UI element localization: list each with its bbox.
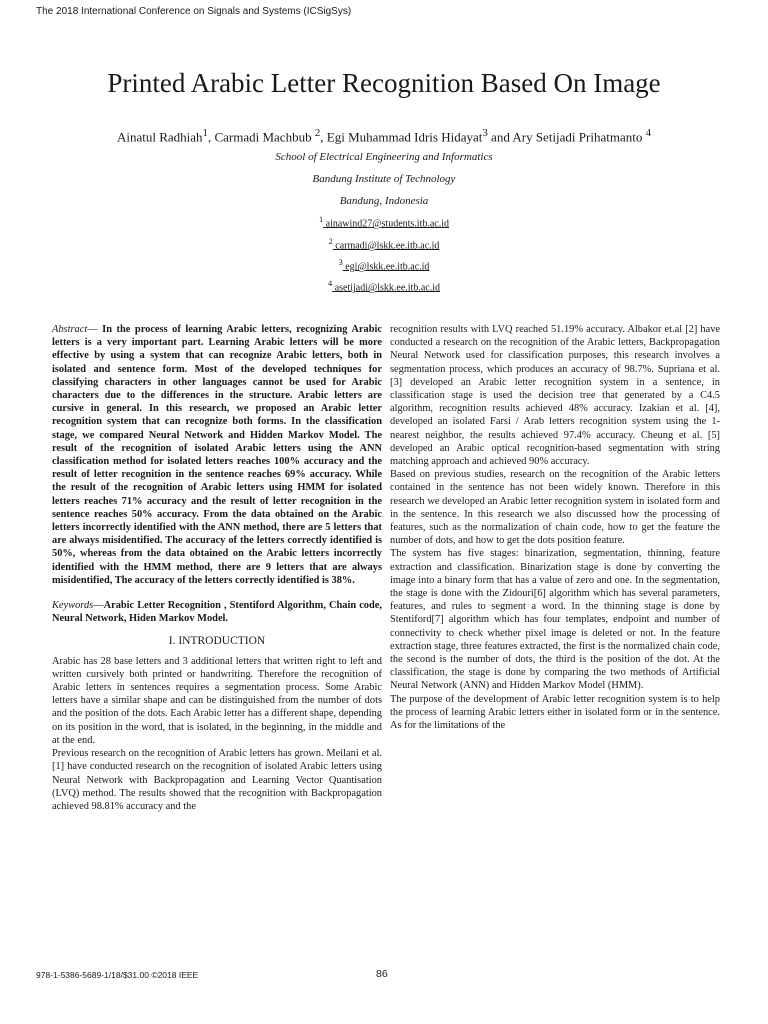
- author-name: Ainatul Radhiah: [116, 129, 203, 145]
- email-index: 2: [328, 237, 333, 246]
- email-line: [0, 215, 768, 229]
- author-superscript: 2: [314, 127, 321, 139]
- right-column: [390, 323, 720, 732]
- author-name: Carmadi Machbub: [214, 129, 315, 145]
- author-separator: ,: [320, 129, 327, 145]
- affiliation-institute: Bandung Institute of Technology: [312, 173, 456, 185]
- email-line: [0, 258, 768, 272]
- email-line: [0, 237, 768, 251]
- affiliation-city: Bandung, Indonesia: [339, 195, 429, 207]
- paper-title: Printed Arabic Letter Recognition Based On Image: [107, 68, 661, 98]
- abstract-label: Abstract: [52, 324, 88, 335]
- conference-header: The 2018 International Conference on Signals and Systems (ICSigSys): [36, 6, 352, 17]
- email-index: 4: [328, 279, 333, 288]
- keywords: [52, 599, 382, 625]
- author-superscript: 1: [202, 127, 208, 139]
- keywords-label: Keywords: [52, 600, 94, 612]
- keywords-dash: —: [93, 600, 104, 612]
- email-address[interactable]: asetijadi@lskk.ee.itb.ac.id: [332, 282, 440, 294]
- abstract-text: In the process of learning Arabic letters, recognizing Arabic letters is a very important part. Learning Arabic letters will be more effective by using a system that can recognize Arabic letters, both in isolated and sentence form. Most of the developed techniques for classifying characters in other languages cannot be used for Arabic characters due to the differences in the structure. Arabic letters are cursive in general. In this research, we proposed an Arabic letter recognition system that can recognize both forms. In the classification stage, we compared Neural Network and Hidden Markov Model. The result of the recognition of isolated Arabic letters using the ANN classification method for isolated letters reaches 100% accuracy and the result of letter recognition in the sentence reaches 69% accuracy. While the result of the recognition of Arabic letters using HMM for isolated letters reaches 71% accuracy and the result of letter recognition in the sentence reaches 50% accuracy. From the data obtained on the Arabic letters incorrectly identified with the ANN method, there are 5 letters that are always misidentified. The accuracy of the letters correctly identified is 50%, whereas from the data obtained on the Arabic letters incorrectly identified with the HMM method, there are 9 letters that are always misidentified, The accuracy of the letters correctly identified is 38%.: [52, 324, 382, 586]
- body-paragraph: The purpose of the development of Arabic letter recognition system is to help the process of learning Arabic letters either in isolated form or in the sentence. As for the limitations of the: [390, 693, 720, 732]
- author-list: [0, 127, 768, 145]
- body-paragraph: The system has five stages: binarization, segmentation, thinning, feature extraction and classification. Binarization stage is done by converting the image into a binary form that has a value of zero and one. In the segmentation, the stage is done with the Zidouri[6] algorithm which has several parameters, features, and rules to segment a word. In the thinning stage is done by Stentiford[7] algorithm which has four templates, endpoint and number of connectivity to check whether pixel image is deleted or not. In the feature extraction stage, three features extracted, the first is the normalized chain code, the second is the number of dots, the third is the position of the dot. At the classification, the stage is done by comparing the two methods of Artificial Neural Network (ANN) and Hidden Markov Model (HMM).: [390, 548, 720, 692]
- email-index: 3: [338, 258, 343, 267]
- intro-paragraph: Arabic has 28 base letters and 3 additional letters that written right to left and written cursively both printed or handwriting. Therefore the recognition of Arabic letters in sentences requires a segmentation process. Some Arabic letters have a similar shape and can be distinguished from the number of dots and the position of the dots. Each Arabic letter has a different shape, depending on its position in the word, that is isolated, in the beginning, in the middle and at the end.: [52, 655, 382, 746]
- email-line: [0, 279, 768, 293]
- intro-paragraph: Previous research on the recognition of Arabic letters has grown. Meilani et al.[1] have conducted research on the recognition of isolated Arabic letters using Neural Network with Backpropagation and Learning Vector Quantisation (LVQ) method. The results showed that the recognition with Backpropagation achieved 98.81% accuracy and the: [52, 748, 382, 812]
- keywords-text: Arabic Letter Recognition , Stentiford Algorithm, Chain code, Neural Network, Hiden Markov Model.: [52, 600, 382, 625]
- author-superscript: 4: [645, 127, 652, 139]
- author-name: Ary Setijadi Prihatmanto: [512, 129, 646, 145]
- section-heading: I. INTRODUCTION: [168, 635, 266, 648]
- body-paragraph: Based on previous studies, research on the recognition of the Arabic letters contained in the sentence has not been widely known. Therefore in this research we developed an Arabic letter recognition system in isolated form and in the sentence. In this research we also discussed how the processing of features, such as the normalization of chain code, how to get the feature the number of dots, and how to get the dots position feature.: [390, 469, 720, 547]
- footer-isbn: 978-1-5386-5689-1/18/$31.00 ©2018 IEEE: [36, 970, 199, 980]
- author-superscript: 3: [482, 127, 488, 139]
- abstract-dash: —: [87, 324, 103, 335]
- email-address[interactable]: egi@lskk.ee.itb.ac.id: [342, 261, 430, 273]
- author-name: Egi Muhammad Idris Hidayat: [326, 129, 483, 145]
- email-address[interactable]: carmadi@lskk.ee.itb.ac.id: [332, 240, 440, 252]
- left-column: [52, 323, 382, 813]
- email-address[interactable]: ainawind27@students.itb.ac.id: [323, 218, 450, 230]
- email-index: 1: [318, 215, 324, 224]
- author-separator: ,: [207, 129, 215, 145]
- body-paragraph: recognition results with LVQ reached 51.19% accuracy. Albakor et.al [2] have conducted a research on the recognition of the Arabic letters, Backpropagation Neural Network used for classification purposes, this research involves a segmentation process, which produces an accuracy of 98.7%. Supriana et al. [3] developed an Arabic letter recognition system in a sentence, in classification stage is used the decision tree that generated by a C4.5 algorithm, recognition results achieved 48% accuracy. Izakian et al. [4], developed an isolated Farsi / Arab letters recognition system using the 1-nearest neighbor, the results achieved 97.4% accuracy. Cheung et al. [5] developed an Arabic optical recognition-based segmentation with string matching approach and achieved 90% accuracy.: [390, 324, 720, 468]
- affiliation-school: School of Electrical Engineering and Informatics: [275, 151, 493, 163]
- page-number: 86: [376, 968, 388, 980]
- abstract: [52, 323, 382, 587]
- author-separator: and: [487, 129, 513, 145]
